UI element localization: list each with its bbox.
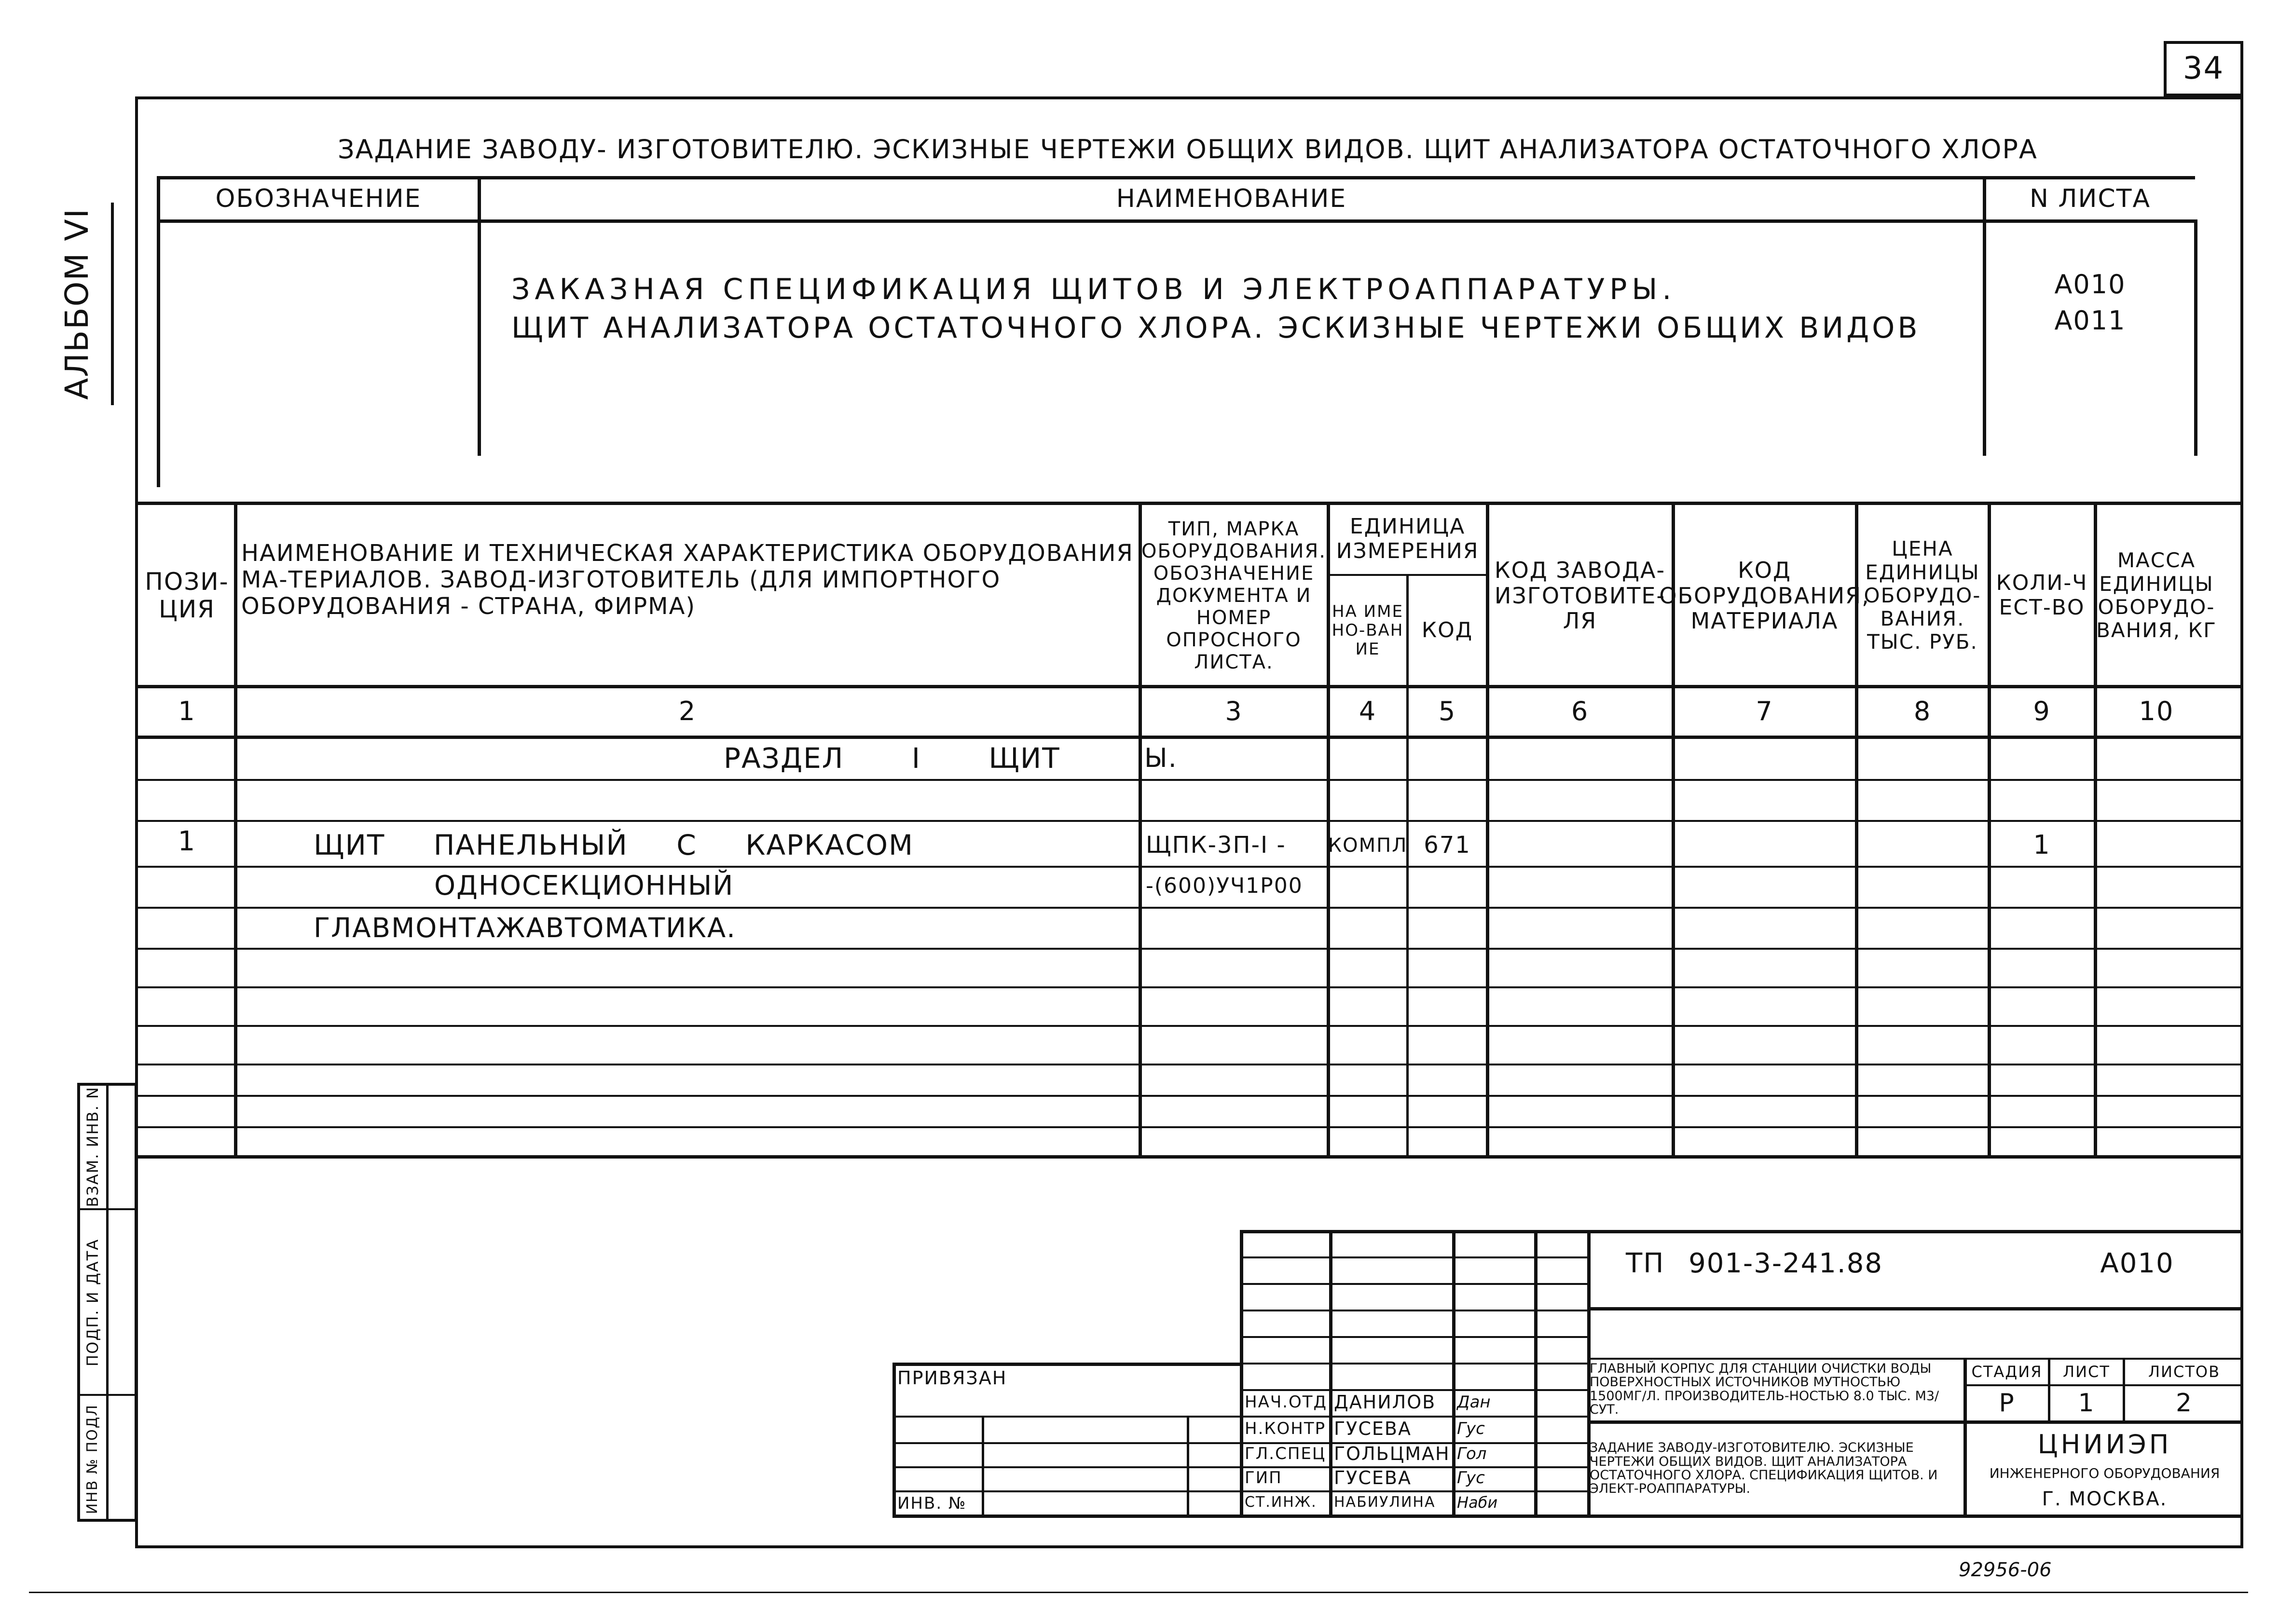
col-number-9: 9 xyxy=(2033,696,2051,726)
tb-org-name: ЦНИИЭП xyxy=(2037,1429,2172,1460)
tb-top-line xyxy=(1240,1230,2243,1233)
page-number: 34 xyxy=(2183,50,2224,86)
tb-vline-p3 xyxy=(1187,1416,1189,1515)
item-code: 671 xyxy=(1424,831,1471,859)
album-label: АЛЬБОМ VI xyxy=(58,208,96,400)
tb-vline-privyazan xyxy=(892,1363,896,1515)
tb-sheet: 1 xyxy=(2078,1389,2095,1418)
tb-vline-roles xyxy=(1240,1230,1243,1515)
col-header-price: ЦЕНА ЕДИНИЦЫ ОБОРУДО-ВАНИЯ. ТЫС. РУБ. xyxy=(1864,537,1981,654)
col-number-6: 6 xyxy=(1571,696,1589,726)
top-sheet-1: А010 xyxy=(2054,269,2126,300)
col-header-qty: КОЛИ-ЧЕСТ-ВО xyxy=(1996,571,2088,620)
side-inv-wrap xyxy=(77,1396,109,1522)
col-header-equip: КОД ОБОРУДОВАНИЯ, МАТЕРИАЛА xyxy=(1659,557,1870,634)
tb-name-5: НАБИУЛИНА xyxy=(1334,1493,1436,1511)
tb-sheets-label: ЛИСТОВ xyxy=(2148,1362,2221,1381)
row-line-5 xyxy=(135,948,2243,950)
tb-sign-2: Гус xyxy=(1457,1419,1485,1438)
tb-sheet-label: ЛИСТ xyxy=(2063,1362,2110,1381)
item-unit: КОМПЛ xyxy=(1328,834,1408,857)
tb-role-5: СТ.ИНЖ. xyxy=(1245,1493,1317,1511)
tb-mid-line xyxy=(1587,1307,2243,1310)
row-line-8 xyxy=(135,1064,2243,1065)
top-table-header-line xyxy=(157,219,2195,223)
spec-top-line xyxy=(135,502,2243,505)
top-sheet-2: А011 xyxy=(2054,305,2126,336)
item-name-line-2: ОДНОСЕКЦИОННЫЙ xyxy=(434,870,734,902)
row-line-1 xyxy=(135,779,2243,781)
col-header-factory: КОД ЗАВОДА-ИЗГОТОВИТЕ-ЛЯ xyxy=(1494,557,1666,634)
top-table-left-line xyxy=(157,176,160,487)
item-pos: 1 xyxy=(178,825,196,857)
col-header-unit: ЕДИНИЦА ИЗМЕРЕНИЯ xyxy=(1336,514,1479,563)
section-title-tail: Ы. xyxy=(1144,743,1178,774)
tb-name-1: ДАНИЛОВ xyxy=(1334,1391,1436,1413)
row-line-10 xyxy=(135,1126,2243,1128)
tb-vline-dates xyxy=(1534,1230,1538,1515)
tb-sign-5: Наби xyxy=(1457,1493,1498,1512)
row-line-7 xyxy=(135,1025,2243,1027)
header-designation: ОБОЗНАЧЕНИЕ xyxy=(215,184,422,213)
tb-sheet-desc: ЗАДАНИЕ ЗАВОДУ-ИЗГОТОВИТЕЛЮ. ЭСКИЗНЫЕ ЧЕРТЕЖИ ОБЩИХ ВИДОВ. ЩИТ АНАЛИЗАТОРА ОСТАТОЧНОГО ХЛОРА. СПЕЦИФИКАЦИЯ ЩИТОВ. И ЭЛЕКТ-РОАППАРАТУРЫ. xyxy=(1590,1440,1938,1497)
tb-org-city: Г. МОСКВА. xyxy=(2042,1488,2168,1510)
col-header-unit-code: КОД xyxy=(1421,618,1473,643)
side-vzam-wrap xyxy=(77,1085,109,1208)
side-vzam-inv: ВЗАМ. ИНВ. N xyxy=(83,1086,102,1207)
item-name-line-1: ЩИТ ПАНЕЛЬНЫЙ С КАРКАСОМ xyxy=(314,829,914,862)
row-line-9 xyxy=(135,1095,2243,1097)
col-header-mass: МАССА ЕДИНИЦЫ ОБОРУДО-ВАНИЯ, КГ xyxy=(2096,548,2217,642)
tb-org-sub: ИНЖЕНЕРНОГО ОБОРУДОВАНИЯ xyxy=(1989,1465,2220,1481)
col-number-5: 5 xyxy=(1438,696,1456,726)
bottom-edge-line xyxy=(29,1592,2248,1593)
tb-project-desc: ГЛАВНЫЙ КОРПУС ДЛЯ СТАНЦИИ ОЧИСТКИ ВОДЫ ПОВЕРХНОСТНЫХ ИСТОЧНИКОВ МУТНОСТЬЮ 1500МГ/Л. ПРОИЗВОДИТЕЛЬ-НОСТЬЮ 8.0 ТЫС. М3/СУТ. xyxy=(1590,1361,1939,1417)
col-number-8: 8 xyxy=(1913,696,1932,726)
tb-doc-code: ТП 901-3-241.88 xyxy=(1626,1247,1883,1279)
top-name-line-1: ЗАКАЗНАЯ СПЕЦИФИКАЦИЯ ЩИТОВ И ЭЛЕКТРОАППАРАТУРЫ. xyxy=(511,272,1676,306)
col-header-type: ТИП, МАРКА ОБОРУДОВАНИЯ. ОБОЗНАЧЕНИЕ ДОКУМЕНТА И НОМЕР ОПРОСНОГО ЛИСТА. xyxy=(1141,518,1326,673)
tb-role-3: ГЛ.СПЕЦ xyxy=(1245,1444,1326,1464)
col-number-7: 7 xyxy=(1756,696,1773,726)
col-header-pos: ПОЗИ-ЦИЯ xyxy=(145,567,229,623)
tb-sign-1: Дан xyxy=(1457,1392,1491,1412)
col-line-pos xyxy=(234,502,237,1155)
tb-stage: Р xyxy=(1999,1389,2015,1418)
tb-stage-line-2 xyxy=(1963,1384,2243,1386)
tb-role-1: НАЧ.ОТД xyxy=(1245,1392,1328,1412)
tb-sheet-code: А010 xyxy=(2100,1247,2174,1279)
col-number-3: 3 xyxy=(1225,696,1243,726)
bottom-number: 92956-06 xyxy=(1959,1559,2052,1581)
side-podp-data: ПОДП. И ДАТА xyxy=(83,1238,102,1366)
tb-name-3: ГОЛЬЦМАН xyxy=(1334,1443,1450,1465)
col-number-2: 2 xyxy=(678,696,697,726)
side-inv-podl: ИНВ № ПОДЛ xyxy=(84,1404,101,1515)
item-name-line-3: ГЛАВМОНТАЖАВТОМАТИКА. xyxy=(314,912,736,944)
header-sheet-no: N ЛИСТА xyxy=(2029,184,2151,213)
item-type-line-2: -(600)УЧ1Р00 xyxy=(1146,873,1303,899)
row-line-6 xyxy=(135,986,2243,988)
spec-bottom-line xyxy=(135,1155,2243,1159)
tb-role-2: Н.КОНТР xyxy=(1245,1419,1326,1438)
album-underline xyxy=(111,203,114,405)
section-title: РАЗДЕЛ I ЩИТ xyxy=(724,742,1060,775)
col-number-1: 1 xyxy=(178,696,196,726)
tb-sheets: 2 xyxy=(2175,1389,2193,1418)
task-title: ЗАДАНИЕ ЗАВОДУ- ИЗГОТОВИТЕЛЮ. ЭСКИЗНЫЕ ЧЕРТЕЖИ ОБЩИХ ВИДОВ. ЩИТ АНАЛИЗАТОРА ОСТАТОЧНОГО ХЛОРА xyxy=(338,134,2038,164)
col-number-4: 4 xyxy=(1359,696,1377,726)
tb-name-2: ГУСЕВА xyxy=(1334,1418,1412,1439)
tb-sign-4: Гус xyxy=(1457,1468,1485,1488)
tb-vline-signs xyxy=(1452,1230,1455,1515)
top-name-line-2: ЩИТ АНАЛИЗАТОРА ОСТАТОЧНОГО ХЛОРА. ЭСКИЗНЫЕ ЧЕРТЕЖИ ОБЩИХ ВИДОВ xyxy=(511,311,1921,345)
tb-bottom-line xyxy=(892,1515,2243,1518)
tb-inv-no: ИНВ. № xyxy=(897,1493,967,1513)
item-type-line-1: ЩПК-3П-I - xyxy=(1146,831,1286,859)
col-header-unit-name: НА ИМЕНО-ВАНИЕ xyxy=(1332,601,1404,659)
tb-role-4: ГИП xyxy=(1245,1468,1282,1488)
row-line-4 xyxy=(135,907,2243,909)
item-qty: 1 xyxy=(2033,830,2051,860)
col-number-10: 10 xyxy=(2139,696,2174,726)
col-header-name: НАИМЕНОВАНИЕ И ТЕХНИЧЕСКАЯ ХАРАКТЕРИСТИКА ОБОРУДОВАНИЯ МА-ТЕРИАЛОВ. ЗАВОД-ИЗГОТОВИТЕЛЬ (ДЛЯ ИМПОРТНОГО ОБОРУДОВАНИЯ - СТРАНА, ФИРМА) xyxy=(241,540,1134,620)
header-name: НАИМЕНОВАНИЕ xyxy=(1116,184,1347,213)
tb-vline-names xyxy=(1329,1230,1332,1515)
side-podp-wrap xyxy=(77,1211,109,1394)
tb-stage-label: СТАДИЯ xyxy=(1971,1362,2043,1381)
tb-privyazan: ПРИВЯЗАН xyxy=(897,1367,1007,1389)
tb-name-4: ГУСЕВА xyxy=(1334,1467,1412,1489)
row-line-2 xyxy=(135,820,2243,822)
tb-sign-3: Гол xyxy=(1457,1444,1487,1464)
